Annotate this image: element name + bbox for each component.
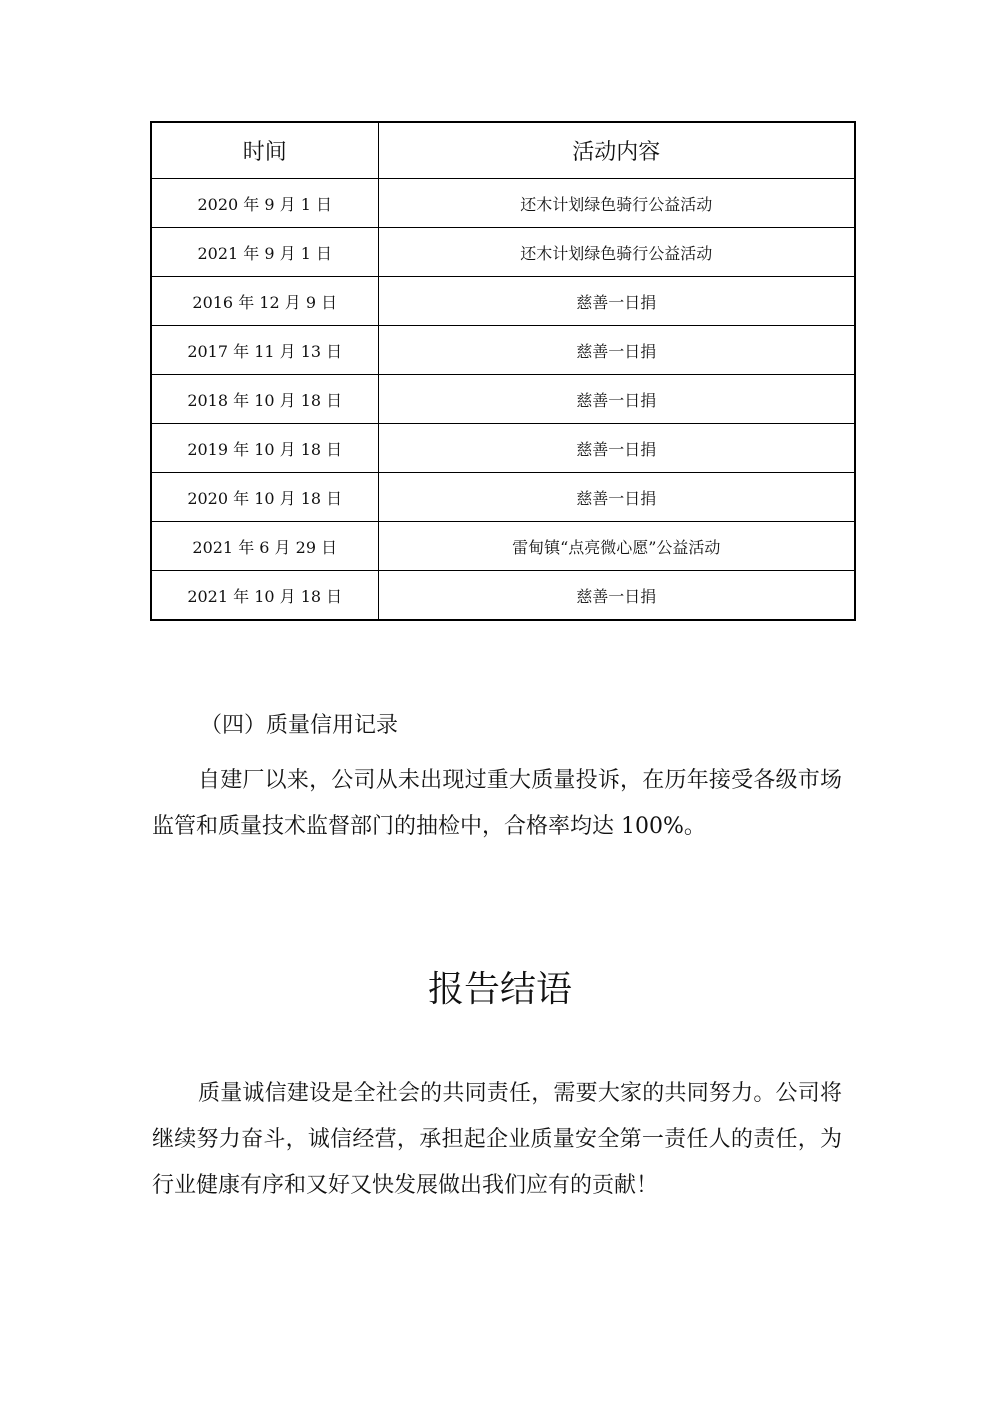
cell-activity: 慈善一日捐 [378, 473, 855, 522]
cell-date: 2018 年 10 月 18 日 [151, 375, 378, 424]
cell-activity: 慈善一日捐 [378, 375, 855, 424]
table-row [151, 522, 855, 571]
cell-date: 2020 年 9 月 1 日 [151, 179, 378, 228]
cell-activity: 还木计划绿色骑行公益活动 [378, 179, 855, 228]
table-row [151, 424, 855, 473]
table-header-row [151, 122, 855, 179]
header-date: 时间 [151, 122, 378, 179]
cell-activity: 慈善一日捐 [378, 326, 855, 375]
cell-date: 2016 年 12 月 9 日 [151, 277, 378, 326]
cell-activity: 慈善一日捐 [378, 277, 855, 326]
report-conclusion-title: 报告结语 [427, 969, 572, 1010]
table-row [151, 326, 855, 375]
cell-activity: 还木计划绿色骑行公益活动 [378, 228, 855, 277]
table-row [151, 228, 855, 277]
cell-activity: 慈善一日捐 [378, 424, 855, 473]
cell-date: 2019 年 10 月 18 日 [151, 424, 378, 473]
cell-date: 2021 年 9 月 1 日 [151, 228, 378, 277]
activity-table [150, 121, 856, 621]
section-heading: （四）质量信用记录 [200, 713, 399, 738]
table-row [151, 277, 855, 326]
header-activity: 活动内容 [378, 122, 855, 179]
cell-activity: 慈善一日捐 [378, 571, 855, 621]
cell-date: 2021 年 6 月 29 日 [151, 522, 378, 571]
table-row [151, 571, 855, 621]
table-row [151, 375, 855, 424]
table-row [151, 473, 855, 522]
table-row [151, 179, 855, 228]
quality-credit-paragraph: 自建厂以来，公司从未出现过重大质量投诉，在历年接受各级市场监管和质量技术监督部门的抽检中，合格率均达 100%。 [152, 768, 842, 839]
cell-date: 2017 年 11 月 13 日 [151, 326, 378, 375]
conclusion-paragraph: 质量诚信建设是全社会的共同责任，需要大家的共同努力。公司将继续努力奋斗，诚信经营，承担起企业质量安全第一责任人的责任，为行业健康有序和又好又快发展做出我们应有的贡献！ [152, 1081, 842, 1198]
cell-activity: 雷甸镇“点亮微心愿”公益活动 [378, 522, 855, 571]
cell-date: 2020 年 10 月 18 日 [151, 473, 378, 522]
cell-date: 2021 年 10 月 18 日 [151, 571, 378, 621]
